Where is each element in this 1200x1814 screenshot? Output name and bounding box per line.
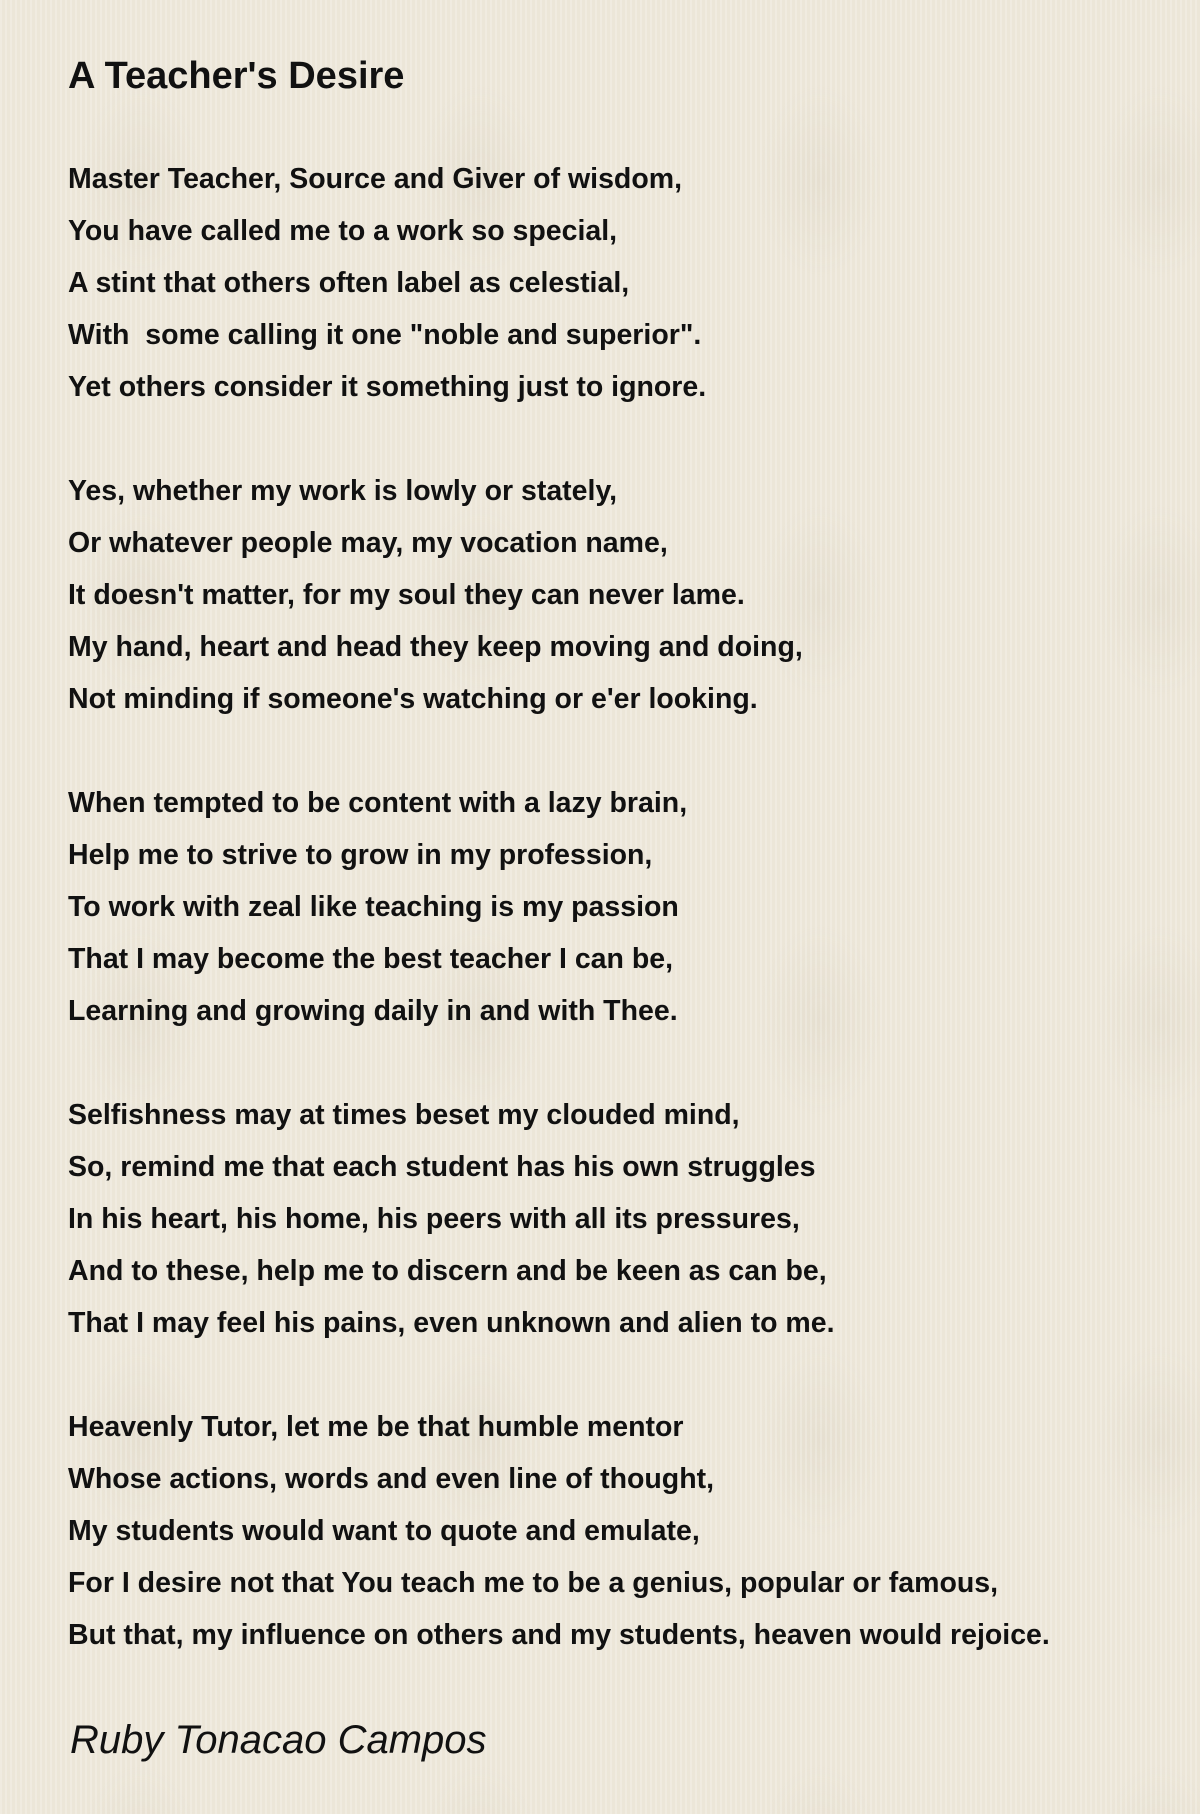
poem-line: My hand, heart and head they keep moving and doing, bbox=[68, 631, 803, 663]
poem-line: Master Teacher, Source and Giver of wisdom, bbox=[68, 163, 683, 195]
poem-line: To work with zeal like teaching is my passion bbox=[68, 891, 679, 923]
poem-line: Heavenly Tutor, let me be that humble mentor bbox=[68, 1411, 684, 1443]
poem-line: Yet others consider it something just to ignore. bbox=[68, 371, 707, 403]
stanza-2 bbox=[68, 465, 1188, 725]
poem-line: A stint that others often label as celestial, bbox=[68, 267, 630, 299]
poem-line: It doesn't matter, for my soul they can never lame. bbox=[68, 579, 745, 611]
poem-line: And to these, help me to discern and be keen as can be, bbox=[68, 1255, 827, 1287]
poem-line: When tempted to be content with a lazy brain, bbox=[68, 787, 688, 819]
poem-line: Yes, whether my work is lowly or stately, bbox=[68, 475, 618, 507]
poem-line: That I may feel his pains, even unknown and alien to me. bbox=[68, 1307, 835, 1339]
poem-line: Learning and growing daily in and with Thee. bbox=[68, 995, 678, 1027]
stanza-1 bbox=[68, 153, 1188, 413]
poem-line: My students would want to quote and emulate, bbox=[68, 1515, 700, 1547]
poem-line: But that, my influence on others and my students, heaven would rejoice. bbox=[68, 1619, 1050, 1651]
poem-body bbox=[68, 153, 1188, 1713]
poem-title: A Teacher's Desire bbox=[68, 55, 405, 97]
poem-author: Ruby Tonacao Campos bbox=[70, 1718, 487, 1762]
poem-line: You have called me to a work so special, bbox=[68, 215, 618, 247]
poem-line: Or whatever people may, my vocation name, bbox=[68, 527, 668, 559]
poem-line: With some calling it one "noble and superior". bbox=[68, 319, 702, 351]
poem-line: Selfishness may at times beset my clouded mind, bbox=[68, 1099, 740, 1131]
poem-line: So, remind me that each student has his own struggles bbox=[68, 1151, 816, 1183]
stanza-3 bbox=[68, 777, 1188, 1037]
poem-line: In his heart, his home, his peers with all its pressures, bbox=[68, 1203, 800, 1235]
poem-line: Not minding if someone's watching or e'er looking. bbox=[68, 683, 758, 715]
stanza-4 bbox=[68, 1089, 1188, 1349]
poem-line: That I may become the best teacher I can be, bbox=[68, 943, 674, 975]
poem-line: Whose actions, words and even line of thought, bbox=[68, 1463, 715, 1495]
stanza-5 bbox=[68, 1401, 1188, 1661]
poem-line: Help me to strive to grow in my profession, bbox=[68, 839, 653, 871]
poem-line: For I desire not that You teach me to be a genius, popular or famous, bbox=[68, 1567, 999, 1599]
